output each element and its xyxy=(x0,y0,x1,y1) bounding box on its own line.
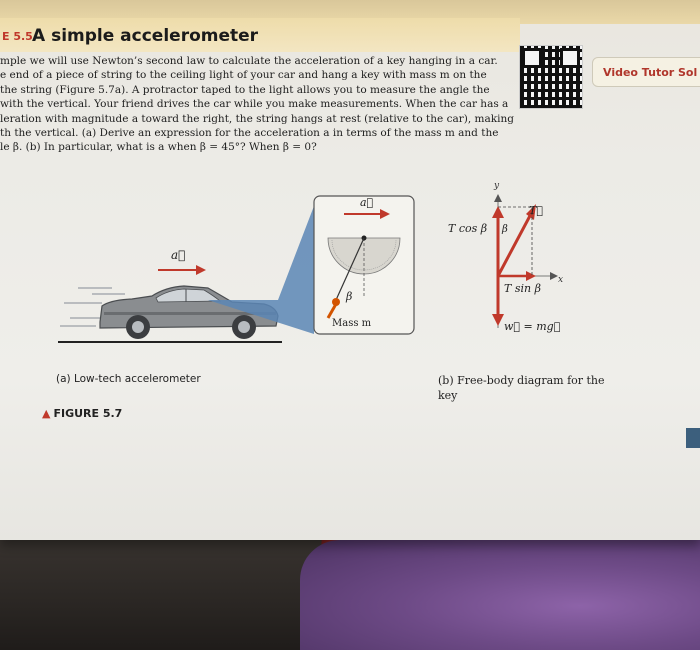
t-cos-label: T cos β xyxy=(448,222,488,235)
caption-b: (b) Free-body diagram for the key xyxy=(438,374,605,402)
fbd-y-label: y xyxy=(494,181,500,191)
video-tutor-tab[interactable]: Video Tutor Sol xyxy=(592,57,700,87)
t-vec-label: T⃗ xyxy=(529,204,543,217)
fbd-x-label: x xyxy=(558,275,564,285)
inset-beta-label: β xyxy=(346,290,353,303)
body-line: with the vertical. Your friend drives the car while you make measurements. When the car has a xyxy=(0,98,509,111)
figure-number: FIGURE 5.7 xyxy=(53,407,123,420)
body-line: mple we will use Newton’s second law to calculate the acceleration of a key hanging in a car. xyxy=(0,55,498,67)
t-sin-label: T sin β xyxy=(504,282,541,295)
mass-label: Mass m xyxy=(332,318,372,329)
car-accel-arrow xyxy=(158,265,206,275)
body-line: th the vertical. (a) Derive an expression for the acceleration a in terms of the mass m and the xyxy=(0,127,499,140)
car-accel-label: a⃗ xyxy=(171,248,186,262)
triangle-icon: ▲ xyxy=(42,407,51,420)
body-line: the string (Figure 5.7a). A protractor taped to the light allows you to measure the angle the xyxy=(0,83,490,96)
inset-accel-label: a⃗ xyxy=(360,196,374,209)
body-line: e end of a piece of string to the ceiling light of your car and hang a key with mass m on the xyxy=(0,69,487,82)
page-edge-tab xyxy=(686,428,700,448)
fbd-beta-label: β xyxy=(502,224,508,235)
body-line: le β. (b) In particular, what is a when β = 45°? When β = 0? xyxy=(0,141,317,154)
caption-a: (a) Low-tech accelerometer xyxy=(56,373,201,385)
example-number: E 5.5 xyxy=(2,30,33,43)
free-body-diagram xyxy=(492,194,558,328)
t-vector xyxy=(498,212,532,276)
weight-label: w⃗ = mg⃗ xyxy=(504,320,561,333)
figure-label xyxy=(42,407,122,420)
example-title: A simple accelerometer xyxy=(32,26,259,46)
body-line: leration with magnitude a toward the right, the string hangs at rest (relative to the car), making xyxy=(0,112,514,125)
purple-fabric xyxy=(300,540,700,650)
